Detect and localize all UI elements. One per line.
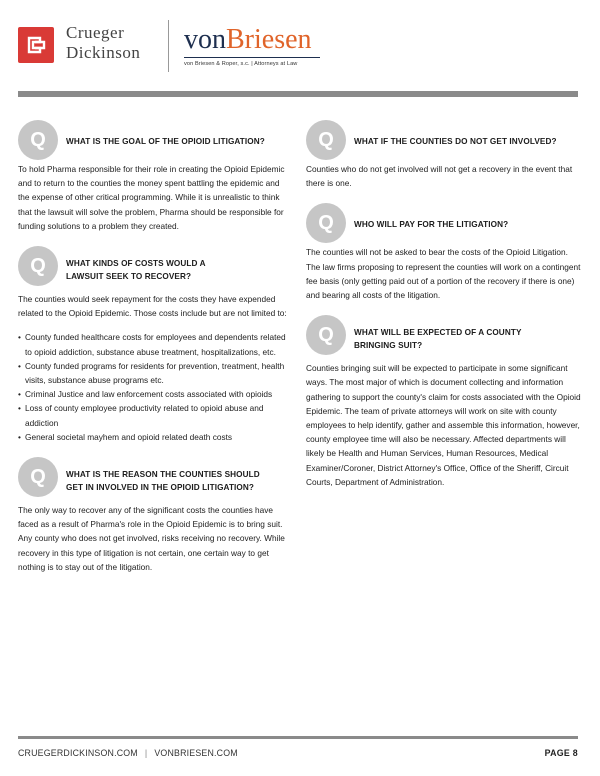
question-title: WHAT WILL BE EXPECTED OF A COUNTY BRINGING SUIT? (354, 328, 522, 350)
faq-who-pays (306, 203, 582, 302)
von-briesen-logo (184, 25, 320, 67)
answer-text: To hold Pharma responsible for their role in creating the Opioid Epidemic and to return to the counties the money spent battling the epidemic and the expense of other critical programming. While it is unrealistic to think that the lawsuit will solve the problem, Pharma should be responsible for funding solutions to a problem they created. (18, 164, 285, 231)
faq-reason (18, 457, 293, 574)
faq-costs (18, 246, 293, 444)
q-badge-icon: Q (18, 457, 58, 497)
q-badge-icon: Q (306, 315, 346, 355)
right-column (306, 120, 582, 502)
list-item: • County funded programs for residents for prevention, treatment, health visits, substance abuse programs etc. (18, 359, 293, 387)
faq-not-involved (306, 120, 582, 190)
cd-name-line1: Crueger (66, 23, 125, 42)
faq-goal (18, 120, 293, 233)
footer-rule (18, 736, 578, 739)
cost-list (18, 330, 293, 444)
page-header (18, 20, 338, 72)
page-number: PAGE 8 (544, 748, 578, 758)
footer-separator: | (144, 748, 148, 758)
faq-expected (306, 315, 582, 489)
footer-links (18, 748, 238, 758)
vb-tagline: von Briesen & Roper, s.c. | Attorneys at Law (184, 61, 298, 67)
answer-text: The counties will not be asked to bear the costs of the Opioid Litigation. The law firms proposing to represent the counties will work on a contingent fee basis (only getting paid out of a portion of the recovery if there is one) and bearing all costs of the litigation. (306, 247, 581, 301)
answer-text: The only way to recover any of the significant costs the counties have faced as a result of Pharma's role in the Opioid Epidemic is to bring suit. Any county who does not get involved, risks receiving no recovery. While recovery in this type of litigation is not certain, one certain way to get nothing is to stay out of the litigation. (18, 505, 285, 572)
left-column (18, 120, 293, 587)
question-title: WHAT KINDS OF COSTS WOULD A LAWSUIT SEEK TO RECOVER? (66, 259, 206, 281)
question-title: WHAT IS THE GOAL OF THE OPIOID LITIGATION? (66, 137, 265, 146)
q-badge-icon: Q (18, 120, 58, 160)
list-item: • Loss of county employee productivity related to opioid abuse and addiction (18, 401, 293, 429)
q-badge-icon: Q (306, 203, 346, 243)
list-item: • County funded healthcare costs for employees and dependents related to opioid addiction, substance abuse treatment, hospitalizations, etc. (18, 330, 293, 358)
question-title: WHAT IF THE COUNTIES DO NOT GET INVOLVED? (354, 137, 557, 146)
answer-text: The counties would seek repayment for the costs they have expended related to the Opioid Epidemic. Those costs include but are not limited to: (18, 294, 287, 319)
crueger-dickinson-wordmark (66, 23, 140, 63)
crueger-dickinson-logo-icon (18, 27, 54, 63)
footer-link-crueger[interactable]: CRUEGERDICKINSON.COM (18, 748, 138, 758)
vb-briesen-text: Briesen (226, 24, 312, 55)
q-badge-icon: Q (306, 120, 346, 160)
footer-link-vonbriesen[interactable]: VONBRIESEN.COM (154, 748, 238, 758)
vb-rule (184, 57, 320, 58)
question-title: WHAT IS THE REASON THE COUNTIES SHOULD GET IN INVOLVED IN THE OPIOID LITIGATION? (66, 470, 260, 492)
vb-von-text: von (184, 24, 226, 55)
question-title: WHO WILL PAY FOR THE LITIGATION? (354, 220, 509, 230)
cd-name-line2: Dickinson (66, 43, 141, 62)
q-badge-icon: Q (18, 246, 58, 286)
header-rule (18, 91, 578, 97)
list-item: • General societal mayhem and opioid related death costs (18, 430, 293, 444)
answer-text: Counties bringing suit will be expected to participate in some significant ways. The most major of which is document collecting and information gathering to support the county's claim for costs associated with the Opioid Epidemic. The team of private attorneys will work on site with county employees to help identify, gather and assemble this information, however, county employee time will also be necessary. Affected departments will likely be Health and Human Services, Human Resources, Medical Examiner/Coroner, District Attorney's Office, Office of the Sheriff, Circuit Courts, Department of Administration. (306, 363, 581, 487)
list-item: • Criminal Justice and law enforcement costs associated with opioids (18, 387, 293, 401)
header-divider (168, 20, 169, 72)
answer-text: Counties who do not get involved will not get a recovery in the event that there is one. (306, 164, 573, 189)
